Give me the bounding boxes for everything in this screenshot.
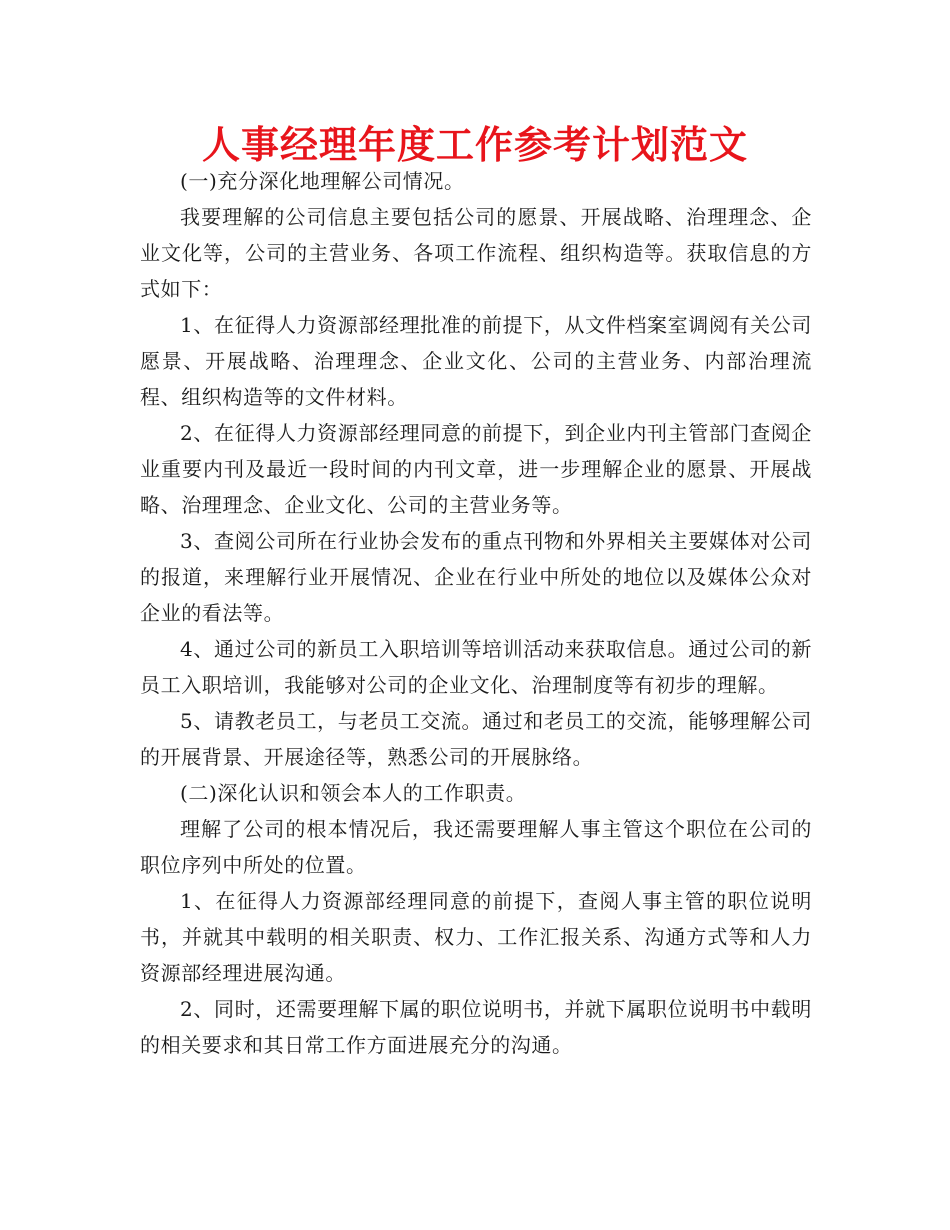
- list-item: 1、在征得人力资源部经理同意的前提下，查阅人事主管的职位说明书，并就其中载明的相关职责、权力、工作汇报关系、沟通方式等和人力资源部经理进展沟通。: [140, 889, 812, 985]
- paragraph: 理解了公司的根本情况后，我还需要理解人事主管这个职位在公司的职位序列中所处的位置。: [140, 817, 812, 877]
- list-item: 5、请教老员工，与老员工交流。通过和老员工的交流，能够理解公司的开展背景、开展途径等，熟悉公司的开展脉络。: [140, 709, 812, 769]
- list-item: 4、通过公司的新员工入职培训等培训活动来获取信息。通过公司的新员工入职培训，我能够对公司的企业文化、治理制度等有初步的理解。: [140, 637, 812, 697]
- section-heading-2: (二)深化认识和领会本人的工作职责。: [180, 781, 527, 805]
- list-item: 3、查阅公司所在行业协会发布的重点刊物和外界相关主要媒体对公司的报道，来理解行业开展情况、企业在行业中所处的地位以及媒体公众对企业的看法等。: [140, 529, 812, 625]
- document-body: [140, 163, 812, 1063]
- paragraph: 我要理解的公司信息主要包括公司的愿景、开展战略、治理理念、企业文化等，公司的主营业务、各项工作流程、组织构造等。获取信息的方式如下：: [140, 205, 812, 301]
- page-title: 人事经理年度工作参考计划范文: [201, 123, 748, 167]
- section-heading-1: (一)充分深化地理解公司情况。: [180, 169, 465, 193]
- list-item: 2、同时，还需要理解下属的职位说明书，并就下属职位说明书中载明的相关要求和其日常工作方面进展充分的沟通。: [140, 997, 812, 1057]
- list-item: 2、在征得人力资源部经理同意的前提下，到企业内刊主管部门查阅企业重要内刊及最近一段时间的内刊文章，进一步理解企业的愿景、开展战略、治理理念、企业文化、公司的主营业务等。: [140, 421, 812, 517]
- list-item: 1、在征得人力资源部经理批准的前提下，从文件档案室调阅有关公司愿景、开展战略、治理理念、企业文化、公司的主营业务、内部治理流程、组织构造等的文件材料。: [140, 313, 812, 409]
